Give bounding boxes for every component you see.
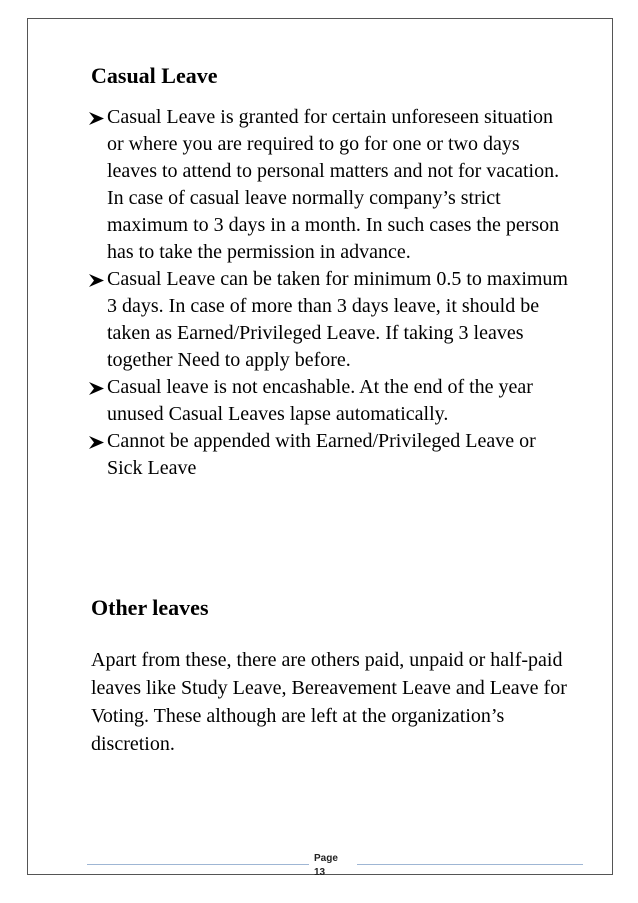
bullet-item — [88, 104, 574, 266]
page-number-block — [314, 852, 348, 880]
page-number: 13 — [314, 867, 326, 878]
casual-leave-bullet-list — [88, 104, 574, 482]
arrowhead-checkmark-icon — [88, 266, 106, 293]
arrowhead-checkmark-icon — [88, 104, 106, 131]
casual-leave-heading: Casual Leave — [91, 63, 218, 88]
bullet-text: Cannot be appended with Earned/Privileged Leave or Sick Leave — [107, 430, 536, 479]
bullet-text: Casual leave is not encashable. At the end of the year unused Casual Leaves lapse automatically. — [107, 376, 533, 425]
footer-rule-left — [87, 864, 309, 865]
arrowhead-checkmark-icon — [88, 374, 106, 401]
bullet-item — [88, 266, 574, 374]
other-leaves-paragraph: Apart from these, there are others paid, unpaid or half-paid leaves like Study Leave, Bereavement Leave and Leave for Voting. These although are left at the organization’s discretion. — [91, 649, 567, 755]
footer-rule-right — [357, 864, 583, 865]
bullet-text: Casual Leave can be taken for minimum 0.5 to maximum 3 days. In case of more than 3 days leave, it should be taken as Earned/Privileged Leave. If taking 3 leaves together Need to apply before. — [107, 268, 568, 371]
bullet-text: Casual Leave is granted for certain unforeseen situation or where you are required to go for one or two days leaves to attend to personal matters and not for vacation. In case of casual leave normally company’s strict maximum to 3 days in a month. In such cases the person has to take the permission in advance. — [107, 106, 560, 263]
page-label: Page — [314, 853, 338, 864]
arrowhead-checkmark-icon — [88, 428, 106, 455]
other-leaves-heading: Other leaves — [91, 595, 209, 620]
bullet-item — [88, 428, 574, 482]
bullet-item — [88, 374, 574, 428]
